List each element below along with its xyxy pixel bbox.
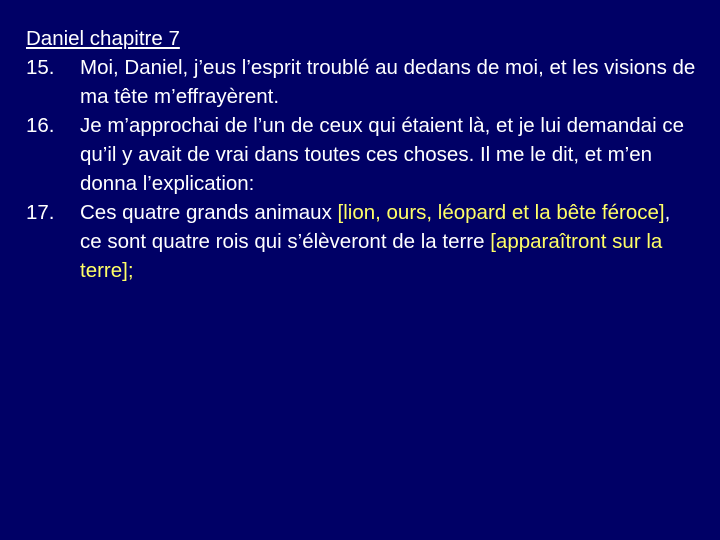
- verse-number: 15.: [26, 56, 55, 79]
- verse-17: [26, 198, 696, 285]
- verse-15: [26, 53, 696, 111]
- verse-text: [80, 198, 696, 285]
- slide-title: Daniel chapitre 7: [26, 27, 180, 50]
- highlighted-annotation: [lion, ours, léopard et la bête féroce]: [337, 201, 665, 224]
- highlighted-annotation: [apparaîtront sur la terre];: [80, 230, 663, 282]
- verse-text-part: , ce sont quatre rois qui s’élèveront de la terre: [80, 201, 671, 253]
- verse-number: 17.: [26, 201, 55, 224]
- verse-text-part: Ces quatre grands animaux: [80, 201, 338, 224]
- verse-text: Je m’approchai de l’un de ceux qui étaient là, et je lui demandai ce qu’il y avait de vrai dans toutes ces choses. Il me le dit, et m’en donna l’explication:: [80, 114, 684, 195]
- verse-text: Moi, Daniel, j’eus l’esprit troublé au dedans de moi, et les visions de ma tête m’effrayèrent.: [80, 56, 696, 108]
- verse-number: 16.: [26, 114, 55, 137]
- verse-16: [26, 111, 696, 198]
- slide-content: [26, 24, 696, 285]
